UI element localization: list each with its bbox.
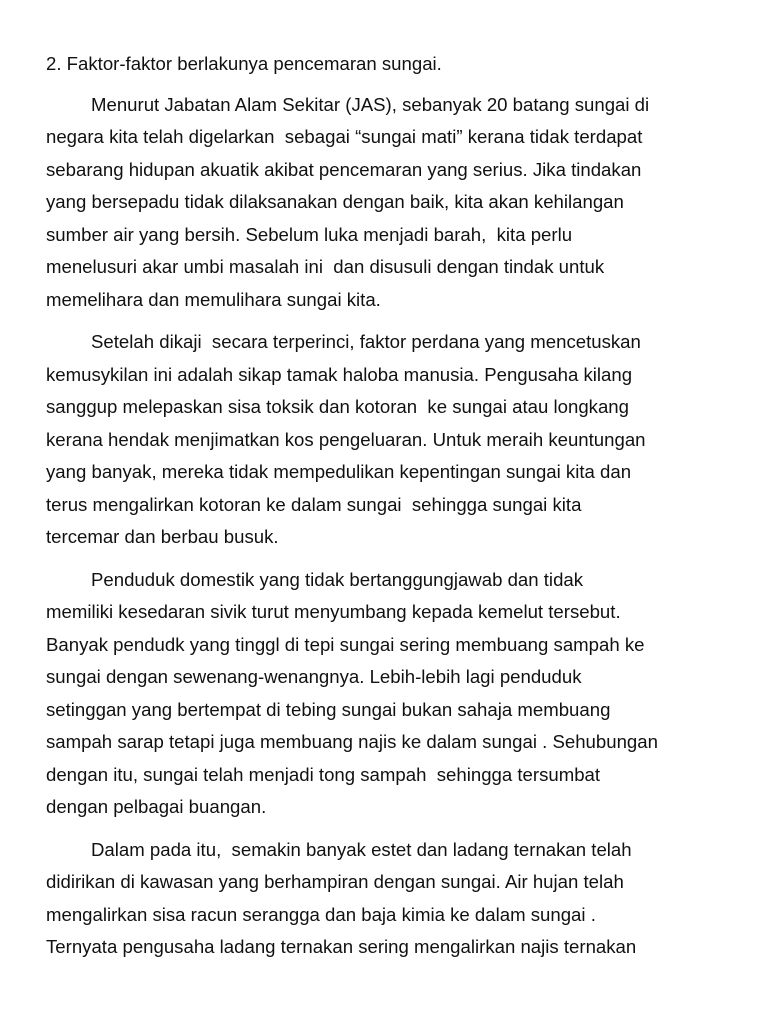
paragraph-line: Dalam pada itu, semakin banyak estet dan ladang ternakan telah xyxy=(91,838,632,860)
paragraph-line: sungai dengan sewenang-wenangnya. Lebih-lebih lagi penduduk xyxy=(46,666,582,687)
paragraph-line: tercemar dan berbau busuk. xyxy=(46,526,279,547)
paragraph xyxy=(46,564,726,824)
paragraph-line: yang banyak, mereka tidak mempedulikan kepentingan sungai kita dan xyxy=(46,461,632,482)
paragraph-line: memelihara dan memulihara sungai kita. xyxy=(46,288,381,310)
paragraph-line: kerana hendak menjimatkan kos pengeluaran. Untuk meraih keuntungan xyxy=(46,428,646,450)
paragraph xyxy=(46,834,726,964)
paragraph-line: Ternyata pengusaha ladang ternakan sering mengalirkan najis ternakan xyxy=(46,936,637,957)
paragraph-line: Setelah dikaji secara terperinci, faktor perdana yang mencetuskan xyxy=(91,331,641,352)
paragraph-line: sumber air yang bersih. Sebelum luka menjadi barah, kita perlu xyxy=(46,223,573,245)
paragraph-line: memiliki kesedaran sivik turut menyumbang kepada kemelut tersebut. xyxy=(46,601,621,622)
paragraph-line: kemusykilan ini adalah sikap tamak haloba manusia. Pengusaha kilang xyxy=(46,363,633,385)
paragraph-line: mengalirkan sisa racun serangga dan baja kimia ke dalam sungai . xyxy=(46,903,596,925)
paragraph-line: Menurut Jabatan Alam Sekitar (JAS), sebanyak 20 batang sungai di xyxy=(91,93,650,115)
paragraph-line: negara kita telah digelarkan sebagai “sungai mati” kerana tidak terdapat xyxy=(46,126,643,147)
section-heading: 2. Faktor-faktor berlakunya pencemaran sungai. xyxy=(46,53,442,74)
paragraph-line: sampah sarap tetapi juga membuang najis ke dalam sungai . Sehubungan xyxy=(46,731,658,752)
paragraph-line: setinggan yang bertempat di tebing sungai bukan sahaja membuang xyxy=(46,698,611,720)
paragraph-line: Banyak pendudk yang tinggl di tepi sungai sering membuang sampah ke xyxy=(46,633,645,655)
paragraph-line: didirikan di kawasan yang berhampiran dengan sungai. Air hujan telah xyxy=(46,871,624,892)
paragraph-line: dengan pelbagai buangan. xyxy=(46,796,267,817)
document-page xyxy=(46,48,726,974)
paragraph-line: Penduduk domestik yang tidak bertanggungjawab dan tidak xyxy=(91,568,584,590)
paragraph-line: menelusuri akar umbi masalah ini dan disusuli dengan tindak untuk xyxy=(46,256,605,277)
paragraph-line: sebarang hidupan akuatik akibat pencemaran yang serius. Jika tindakan xyxy=(46,158,642,180)
paragraph xyxy=(46,326,726,554)
paragraph-line: terus mengalirkan kotoran ke dalam sungai sehingga sungai kita xyxy=(46,493,582,515)
paragraph-line: yang bersepadu tidak dilaksanakan dengan baik, kita akan kehilangan xyxy=(46,191,624,212)
paragraphs-container xyxy=(46,89,726,964)
paragraph-line: sanggup melepaskan sisa toksik dan kotoran ke sungai atau longkang xyxy=(46,396,629,417)
paragraph xyxy=(46,89,726,317)
paragraph-line: dengan itu, sungai telah menjadi tong sampah sehingga tersumbat xyxy=(46,763,601,785)
